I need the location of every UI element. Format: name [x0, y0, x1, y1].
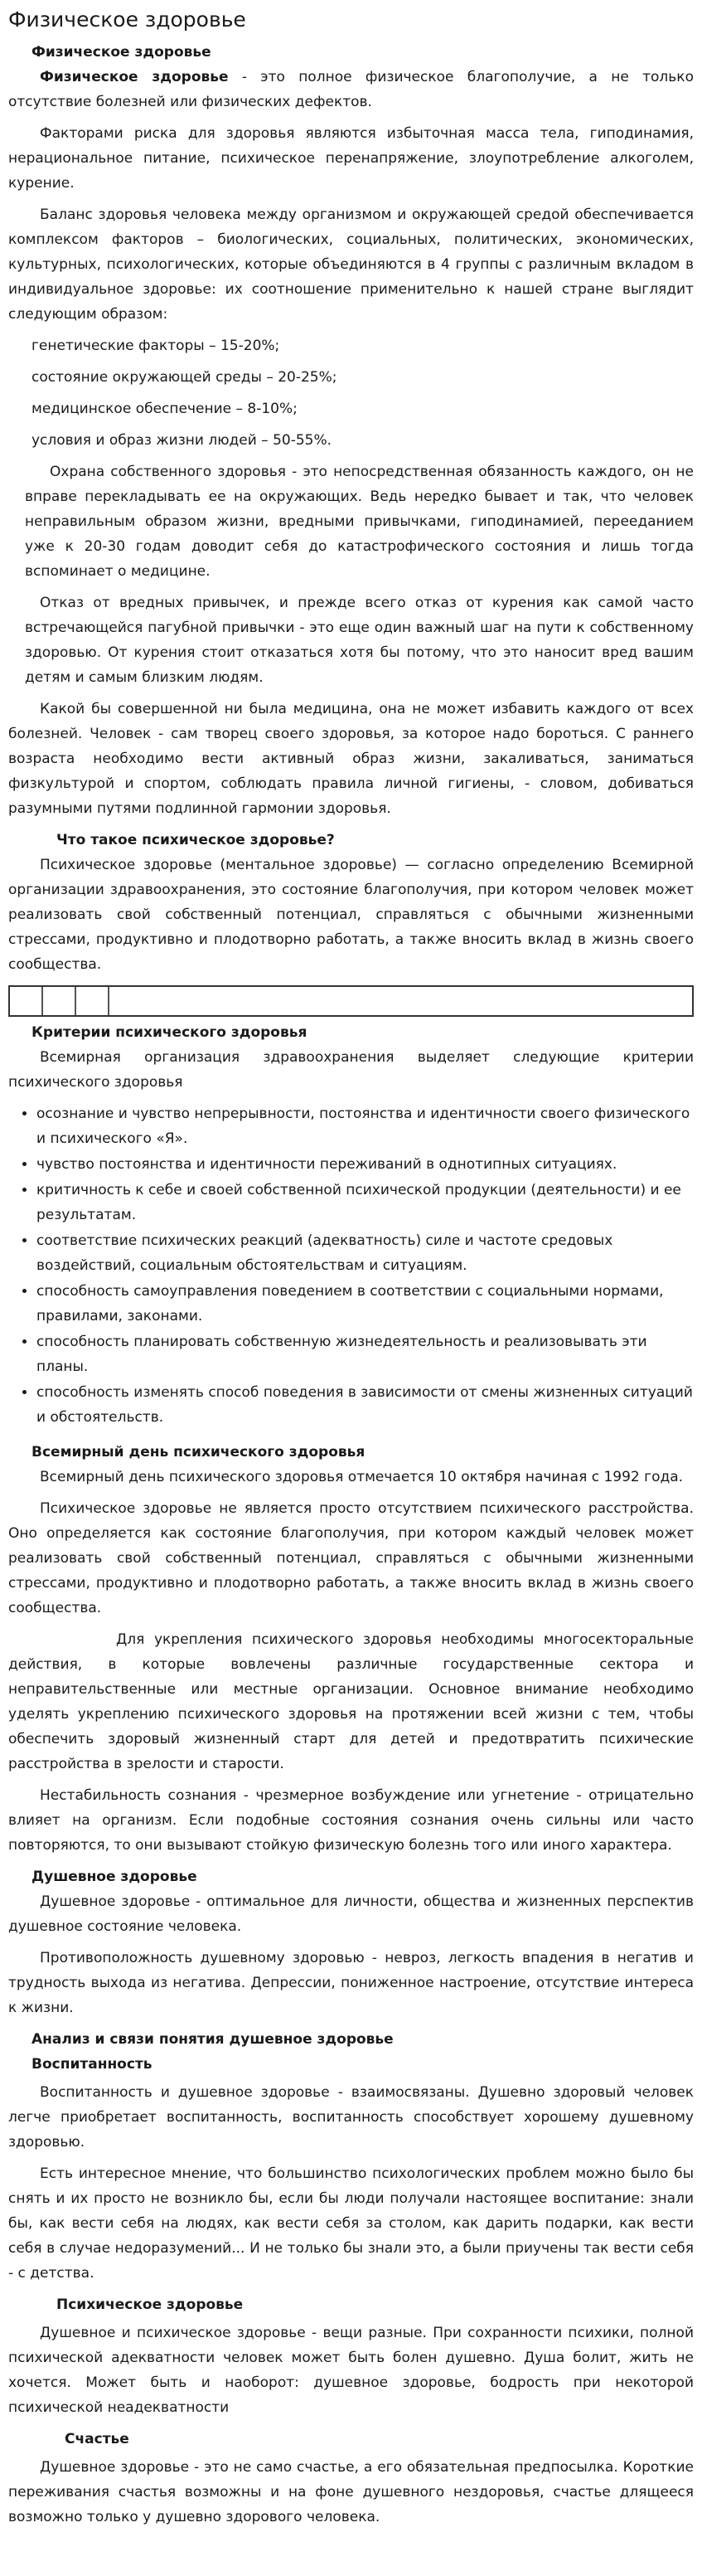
paragraph-risk-factors: Факторами риска для здоровья являются избыточная масса тела, гиподинамия, нерациональное питание, психическое перенапряжение, злоупотребление алкоголем, курение.	[8, 125, 694, 192]
heading-upbringing: Воспитанность	[31, 2056, 153, 2073]
paragraph-not-absence: Психическое здоровье не является просто отсутствием психического расстройства. Оно определяется как состояние благополучия, при котором каждый человек может реализовать свой собственный потенциал, справляться с обычными жизненными стрессами, продуктивно и плодотворно работать, а также вносить вклад в жизнь своего сообщества.	[8, 1500, 694, 1616]
heading-criteria: Критерии психического здоровья	[31, 1024, 307, 1041]
heading-mental-health: Психическое здоровье	[56, 2297, 244, 2313]
heading-soul-health: Душевное здоровье	[31, 1869, 197, 1885]
heading-world-mental-health-day: Всемирный день психического здоровья	[31, 1444, 366, 1461]
paragraph-health-balance: Баланс здоровья человека между организмом и окружающей средой обеспечивается комплексом факторов – биологических, социальных, политических, экономических, культурных, психологических, которые объединяются в 4 группы с различным вкладом в индивидуальное здоровье: их соотношение применительно к нашей стране выглядит следующим образом:	[8, 207, 694, 323]
table-cell	[109, 987, 692, 1015]
page-title: Физическое здоровье	[8, 7, 246, 32]
factor-lifestyle: условия и образ жизни людей – 50-55%.	[31, 432, 332, 449]
paragraph-physical-definition	[8, 65, 694, 114]
article	[0, 5, 702, 2530]
paragraph-strengthening: Для укрепления психического здоровья необходимы многосекторальные действия, в которые вовлечены различные государственные сектора и неправительственные или местные организации. Основное внимание необходимо уделять укреплению психического здоровья на протяжении всей жизни с тем, чтобы обеспечить здоровый жизненный старт для детей и предотвратить психические расстройства в зрелости и старости.	[8, 1631, 694, 1772]
heading-analysis: Анализ и связи понятия душевное здоровье	[31, 2031, 394, 2048]
factor-environment: состояние окружающей среды – 20-25%;	[31, 369, 337, 386]
paragraph-soul-opposite: Противоположность душевному здоровью - невроз, легкость впадения в негатив и трудность выхода из негатива. Депрессии, пониженное настроение, отсутствие интереса к жизни.	[8, 1950, 694, 2016]
paragraph-quit-smoking: Отказ от вредных привычек, и прежде всего отказ от курения как самой часто встречающейся пагубной привычки - это еще один важный шаг на пути к собственному здоровью. От курения стоит отказаться хотя бы потому, что это наносит вред вашим детям и самым близким людям.	[25, 595, 694, 686]
list-item: • соответствие психических реакций (адекватность) силе и частоте средовых воздействий, социальным обстоятельствам и ситуациям.	[36, 1228, 694, 1278]
paragraph-interesting-opinion: Есть интересное мнение, что большинство психологических проблем можно было бы снять и их просто не возникло бы, если бы люди получали настоящее воспитание: знали бы, как вести себя на людях, как вести себя за столом, как дарить подарки, как вести себя в случае недоразумений... И не только бы знали это, а были приучены так вести себя - с детства.	[8, 2165, 694, 2282]
empty-table	[8, 985, 694, 1017]
table-cell	[76, 987, 109, 1015]
heading-what-is-mental-health: Что такое психическое здоровье?	[56, 832, 335, 848]
paragraph-upbringing: Воспитанность и душевное здоровье - взаимосвязаны. Душевно здоровый человек легче приобретает воспитанность, воспитанность способствует хорошему душевному здоровью.	[8, 2084, 694, 2151]
factor-genetic: генетические факторы – 15-20%;	[31, 338, 280, 354]
list-item: • чувство постоянства и идентичности переживаний в однотипных ситуациях.	[36, 1152, 694, 1177]
table-cell	[43, 987, 76, 1015]
paragraph-medicine-limits: Какой бы совершенной ни была медицина, она не может избавить каждого от всех болезней. Человек - сам творец своего здоровья, за которое надо бороться. С раннего возраста необходимо вести активный образ жизни, закаливаться, заниматься физкультурой и спортом, соблюдать правила личной гигиены, - словом, добиваться разумными путями подлинной гармонии здоровья.	[8, 701, 694, 817]
term-physical-health: Физическое здоровье	[40, 69, 229, 85]
criteria-list	[8, 1101, 694, 1430]
paragraph-happiness: Душевное здоровье - это не само счастье, а его обязательная предпосылка. Короткие переживания счастья возможны и на фоне душевного нездоровья, счастье длящееся возможно только у душевно здорового человека.	[8, 2459, 694, 2525]
definition-text: - это полное физическое благополучие, а не только отсутствие болезней или физических дефектов.	[8, 69, 694, 110]
list-item: • критичность к себе и своей собственной психической продукции (деятельности) и ее результатам.	[36, 1178, 694, 1227]
heading-happiness: Счастье	[65, 2431, 129, 2447]
list-item: • способность самоуправления поведением в соответствии с социальными нормами, правилами, законами.	[36, 1279, 694, 1329]
paragraph-mental-health-definition: Психическое здоровье (ментальное здоровье) — согласно определению Всемирной организации здравоохранения, это состояние благополучия, при котором человек может реализовать свой собственный потенциал, справляться с обычными жизненными стрессами, продуктивно и плодотворно работать, а также вносить вклад в жизнь своего сообщества.	[8, 857, 694, 973]
paragraph-health-protection: Охрана собственного здоровья - это непосредственная обязанность каждого, он не вправе перекладывать ее на окружающих. Ведь нередко бывает и так, что человек неправильным образом жизни, вредными привычками, гиподинамией, перееданием уже к 20-30 годам доводит себя до катастрофического состояния и лишь тогда вспоминает о медицине.	[25, 464, 694, 580]
paragraph-world-day: Всемирный день психического здоровья отмечается 10 октября начиная с 1992 года.	[40, 1469, 684, 1485]
list-item: • осознание и чувство непрерывности, постоянства и идентичности своего физического и психического «Я».	[36, 1101, 694, 1151]
paragraph-criteria-intro: Всемирная организация здравоохранения выделяет следующие критерии психического здоровья	[8, 1049, 694, 1091]
paragraph-soul-definition: Душевное здоровье - оптимальное для личности, общества и жизненных перспектив душевное состояние человека.	[8, 1893, 694, 1935]
table-cell	[10, 987, 43, 1015]
list-item: • способность изменять способ поведения в зависимости от смены жизненных ситуаций и обстоятельств.	[36, 1380, 694, 1430]
factor-medical: медицинское обеспечение – 8-10%;	[31, 401, 298, 417]
paragraph-soul-vs-mental: Душевное и психическое здоровье - вещи разные. При сохранности психики, полной психической адекватности человек может быть болен душевно. Душа болит, жить не хочется. Может быть и наоборот: душевное здоровье, бодрость при некоторой психической неадекватности	[8, 2325, 694, 2416]
heading-physical-health: Физическое здоровье	[31, 44, 211, 61]
paragraph-instability: Нестабильность сознания - чрезмерное возбуждение или угнетение - отрицательно влияет на организм. Если подобные состояния сознания очень сильны или часто повторяются, то они вызывают стойкую физическую болезнь того или иного характера.	[8, 1787, 694, 1854]
list-item: • способность планировать собственную жизнедеятельность и реализовывать эти планы.	[36, 1329, 694, 1379]
